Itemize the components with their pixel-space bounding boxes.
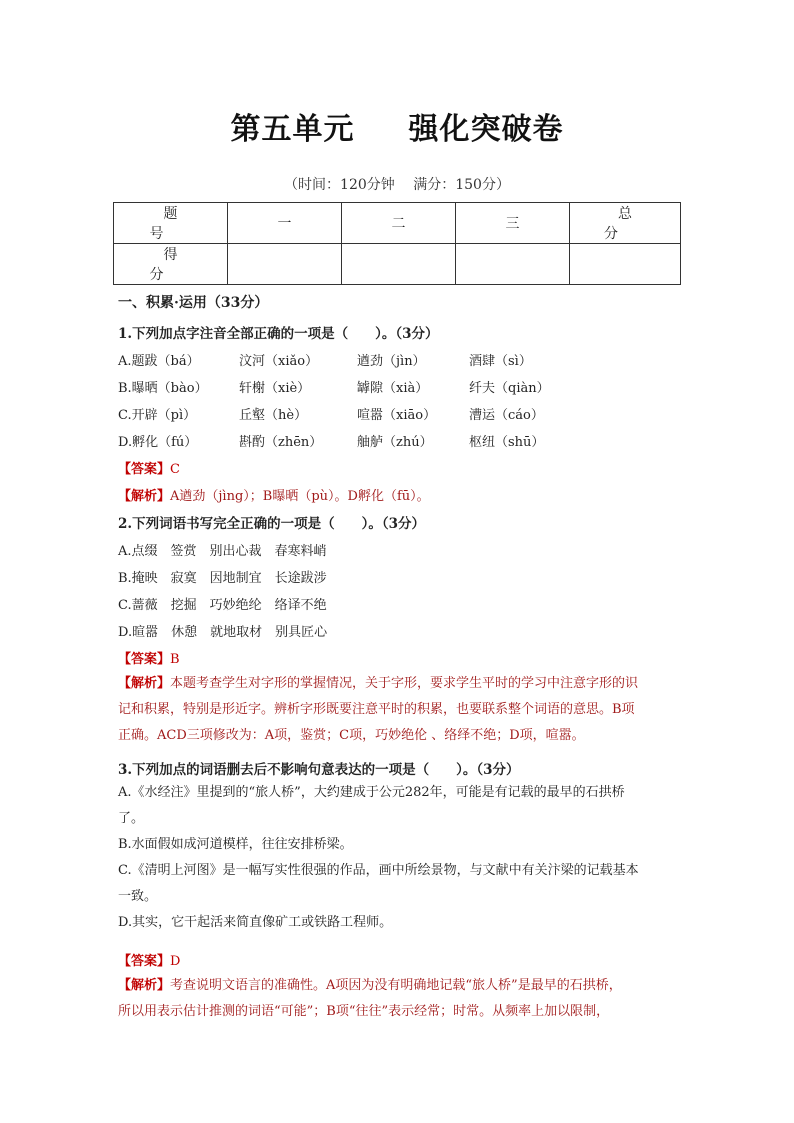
option-item: 汶河（xiǎo） [239,354,319,369]
question-3-answer [118,950,180,969]
option-item: A.题跋（bá） [118,354,200,369]
score-header-cell: 二 [342,203,456,244]
analysis-text: 考查说明文语言的准确性。A项因为没有明确地记载“旅人桥”是最早的石拱桥， [170,978,622,993]
option-line: B.水面假如成河道模样，往往安排桥梁。 [118,837,353,852]
option-line: D.其实，它干起活来简直像矿工或铁路工程师。 [118,915,393,930]
question-3-analysis [118,973,678,1025]
score-cell[interactable] [456,244,570,285]
question-3-stem: 3.下列加点的词语删去后不影响句意表达的一项是（ ）。（3分） [118,762,520,778]
analysis-text: 本题考查学生对字形的掌握情况，关于字形，要求学生平时的学习中注意字形的识 [170,676,639,691]
answer-value: B [170,652,180,667]
option-item: C.开辟（pì） [118,408,197,423]
option-item: B.曝晒（bào） [118,381,208,396]
analysis-line [118,973,678,999]
score-header-cell: 题 号 [114,203,228,244]
question-2-answer [118,648,180,667]
option-item: 漕运（cáo） [469,408,544,423]
analysis-line [118,671,678,697]
exam-subtitle: （时间：120分钟 满分：150分） [284,177,510,193]
option-item: 纤夫（qiàn） [469,381,550,396]
question-2-stem: 2.下列词语书写完全正确的一项是（ ）。（3分） [118,516,425,532]
answer-tag: 【答案】 [118,954,171,969]
score-header-cell: 三 [456,203,570,244]
question-2-option: C.蔷薇 挖掘 巧妙绝纶 络译不绝 [118,598,327,613]
analysis-line: 所以用表示估计推测的词语“可能”；B项“往往”表示经常；时常。从频率上加以限制， [118,1004,610,1019]
analysis-tag: 【解析】 [118,978,171,993]
option-item: 喧嚣（xiāo） [357,408,437,423]
question-1-stem: 1.下列加点字注音全部正确的一项是（ ）。（3分） [118,326,439,342]
option-item: 罅隙（xià） [357,381,429,396]
analysis-tag: 【解析】 [118,489,171,504]
title-unit: 第五单元 [230,112,355,147]
section-heading: 一、积累·运用（33分） [118,295,269,311]
question-2-option: B.掩映 寂寞 因地制宜 长途跋涉 [118,571,327,586]
analysis-tag: 【解析】 [118,676,171,691]
question-2-option: D.暄嚣 休憩 就地取材 别具匠心 [118,625,328,640]
question-2-option: A.点缀 签赏 别出心裁 春寒料峭 [118,544,327,559]
score-header-cell: 总 分 [570,203,681,244]
score-header-cell: 一 [228,203,342,244]
question-1-answer [118,458,180,477]
answer-value: D [170,954,181,969]
score-table-header [114,203,681,244]
option-line: C.《清明上河图》是一幅写实性很强的作品，画中所绘景物，与文献中有关汴梁的记载基本 [118,863,639,878]
answer-value: C [170,462,180,477]
title-name: 强化突破卷 [408,112,564,147]
analysis-text: A遒劲（jìng）；B曝晒（pù）。D孵化（fū）。 [170,489,430,504]
answer-tag: 【答案】 [118,652,171,667]
option-item: 酒肆（sì） [469,354,532,369]
option-item: 舳舻（zhú） [357,435,433,450]
option-item: 丘壑（hè） [239,408,308,423]
analysis-line: 正确。ACD三项修改为：A项，鉴赏；C项，巧妙绝伦 、络绎不绝；D项，喧嚣。 [118,728,585,743]
option-item: 枢纽（shū） [469,435,545,450]
score-table [113,202,681,285]
score-table-row [114,244,681,285]
analysis-line: 记和积累，特别是形近字。辨析字形既要注意平时的积累，也要联系整个词语的意思。B项 [118,702,635,717]
score-cell[interactable] [228,244,342,285]
page-title [0,104,794,148]
question-3-options [118,780,678,936]
option-item: 斟酌（zhēn） [239,435,323,450]
option-line: A.《水经注》里提到的“旅人桥”，大约建成于公元282年，可能是有记载的最早的石拱桥 [118,785,625,800]
answer-tag: 【答案】 [118,462,171,477]
question-2-analysis [118,671,678,749]
score-cell[interactable] [342,244,456,285]
option-item: 轩榭（xiè） [239,381,311,396]
score-row-label: 得 分 [114,244,228,285]
option-item: 遒劲（jìn） [357,354,426,369]
question-1-analysis [118,485,430,504]
option-line: 一致。 [118,889,158,904]
option-item: D.孵化（fú） [118,435,198,450]
score-cell[interactable] [570,244,681,285]
option-line: 了。 [118,811,145,826]
